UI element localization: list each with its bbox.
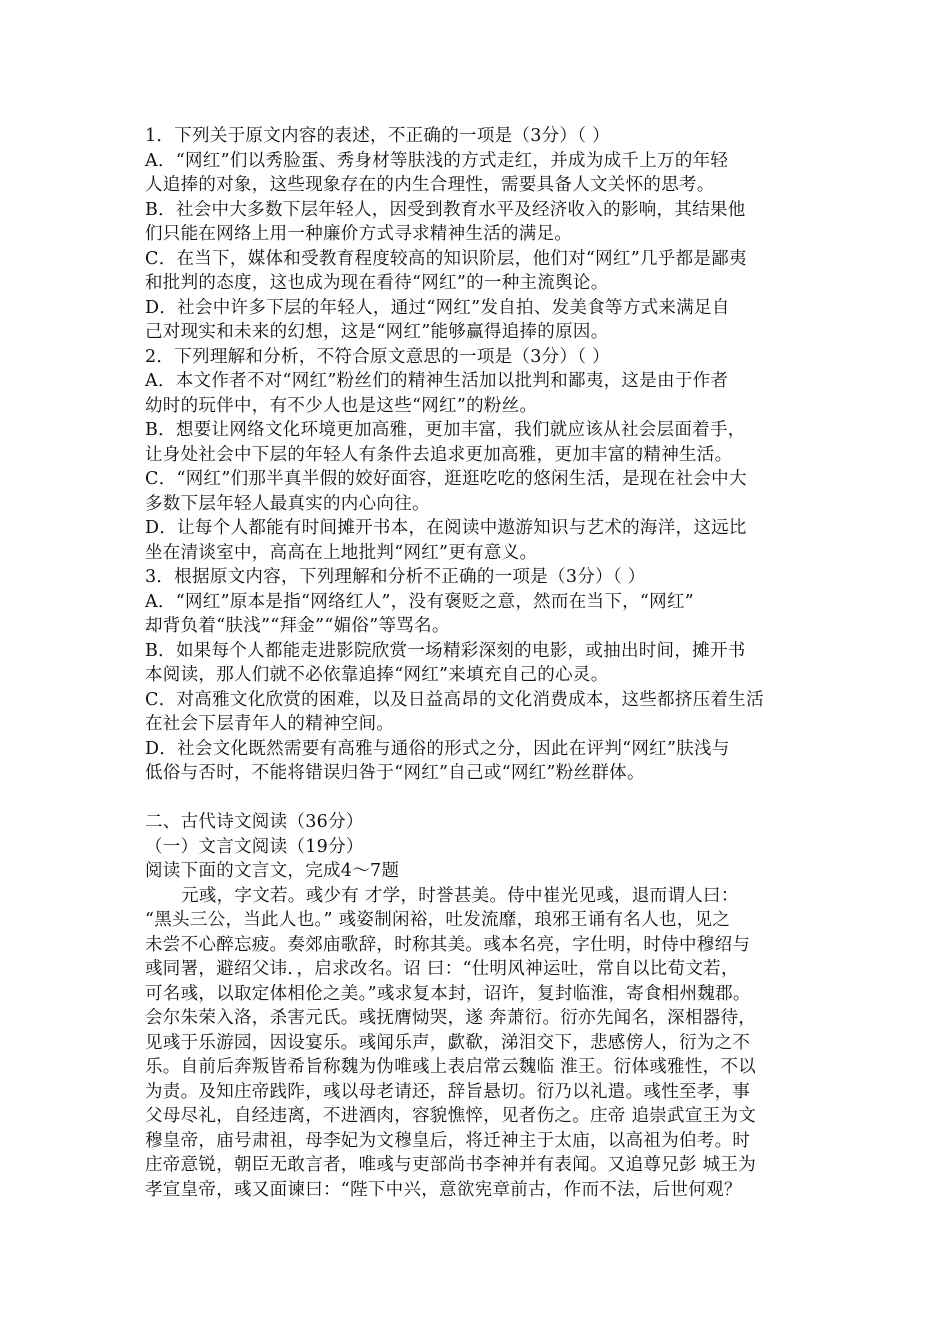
question-1-stem: 1．下列关于原文内容的表述，不正确的一项是（3分）（ ） (145, 126, 610, 146)
section-instruction: 阅读下面的文言文，完成4～7题 (145, 861, 400, 881)
question-1-option-c-cont: 和批判的态度，这也成为现在看待“网红”的一种主流舆论。 (145, 273, 609, 293)
question-2-option-b-cont: 让身处社会中下层的年轻人有条件去追求更加高雅，更加丰富的精神生活。 (145, 444, 733, 465)
question-1-option-c: C．在当下，媒体和受教育程度较高的知识阶层，他们对“网红”几乎都是鄙夷 (145, 248, 747, 269)
passage-line: 未尝不心醉忘疲。奏郊庙歌辞，时称其美。彧本名亮，字仕明，时侍中穆绍与 (145, 934, 751, 955)
question-1-option-d-cont: 己对现实和未来的幻想，这是“网红”能够赢得追捧的原因。 (145, 322, 609, 342)
question-3-option-c: C．对高雅文化欣赏的困难，以及日益高昂的文化消费成本，这些都挤压着生活 (145, 689, 764, 710)
question-1-option-d: D．社会中许多下层的年轻人，通过“网红”发自拍、发美食等方式来满足自 (145, 297, 730, 318)
passage-line: 孝宣皇帝，彧又面谏曰：“陛下中兴，意欲宪章前古，作而不法，后世何观？ (145, 1179, 742, 1200)
passage-line: “黑头三公，当此人也。” 彧姿制闲裕，吐发流靡，琅邪王诵有名人也，见之 (145, 910, 731, 930)
passage-line: 元彧，字文若。彧少有 才学，时誉甚美。侍中崔光见彧，退而谓人曰： (181, 885, 739, 906)
question-2-option-a: A．本文作者不对“网红”粉丝们的精神生活加以批判和鄙夷，这是由于作者 (145, 371, 729, 391)
passage-line: 可名彧，以取定体相伦之美。”彧求复本封，诏许，复封临淮，寄食相州魏郡。 (145, 983, 751, 1004)
passage-line: 父母尽礼，自经违离，不进酒肉，容貌憔悴，见者伤之。庄帝 追崇武宣王为文 (145, 1106, 757, 1126)
question-2-option-d: D．让每个人都能有时间摊开书本，在阅读中遨游知识与艺术的海洋，这远比 (145, 518, 747, 538)
question-1-option-a: A．“网红”们以秀脸蛋、秀身材等肤浅的方式走红，并成为成千上万的年轻 (145, 150, 729, 171)
question-3-option-d: D．社会文化既然需要有高雅与通俗的形式之分，因此在评判“网红”肤浅与 (145, 738, 730, 759)
passage-line: 穆皇帝，庙号肃祖，母李妃为文穆皇后，将迁神主于太庙，以高祖为伯考。时 (145, 1130, 751, 1151)
question-2-option-c-cont: 多数下层年轻人最真实的内心向往。 (145, 493, 430, 514)
passage-line: 为责。及知庄帝践阼，彧以母老请还，辞旨悬切。衍乃以礼遣。彧性至孝，事 (145, 1081, 751, 1102)
question-3-option-a-cont: 却背负着“肤浅”“拜金”“媚俗”等骂名。 (145, 616, 450, 636)
document-page (145, 124, 835, 1202)
question-3-option-d-cont: 低俗与否时，不能将错误归咎于“网红”自己或“网红”粉丝群体。 (145, 763, 645, 783)
question-3-option-a: A．“网红”原本是指“网络红人”，没有褒贬之意，然而在当下，“网红” (145, 591, 695, 612)
questions-block (145, 124, 835, 786)
question-1-option-b-cont: 们只能在网络上用一种廉价方式寻求精神生活的满足。 (145, 224, 573, 244)
passage-line: 会尔朱荣入洛，杀害元氏。彧抚膺恸哭，遂 奔萧衍。衍亦先闻名，深相器待， (145, 1008, 757, 1028)
passage-line: 庄帝意锐，朝臣无敢言者，唯彧与吏部尚书李神并有表闻。又追尊兄彭 城王为 (145, 1155, 757, 1175)
question-3-option-c-cont: 在社会下层青年人的精神空间。 (145, 714, 395, 734)
passage-line: 乐。自前后奔叛皆希旨称魏为伪唯彧上表启常云魏临 淮王。衍体彧雅性，不以 (145, 1057, 757, 1077)
question-1-option-b: B．社会中大多数下层年轻人，因受到教育水平及经济收入的影响，其结果他 (145, 199, 746, 220)
question-2-stem: 2．下列理解和分析，不符合原文意思的一项是（3分）（ ） (145, 346, 610, 367)
question-3-stem: 3．根据原文内容，下列理解和分析不正确的一项是（3分）（ ） (145, 567, 646, 587)
question-2-option-a-cont: 幼时的玩伴中，有不少人也是这些“网红”的粉丝。 (145, 395, 538, 416)
question-3-option-b: B．如果每个人都能走进影院欣赏一场精彩深刻的电影，或抽出时间，摊开书 (145, 640, 746, 661)
classical-passage (145, 884, 835, 1203)
question-1-option-a-cont: 人追捧的对象，这些现象存在的内生合理性，需要具备人文关怀的思考。 (145, 175, 715, 195)
section-heading: 二、古代诗文阅读（36分） (145, 812, 364, 832)
question-2-option-c: C．“网红”们那半真半假的姣好面容，逛逛吃吃的悠闲生活，是现在社会中大 (145, 469, 747, 489)
passage-line: 彧同署，避绍父讳．，启求改名。诏 曰：“仕明风神运吐，常自以比荀文若， (145, 959, 739, 979)
blank-line (145, 786, 835, 811)
question-2-option-b: B．想要让网络文化环境更加高雅，更加丰富，我们就应该从社会层面着手， (145, 420, 746, 440)
passage-line: 见彧于乐游园，因设宴乐。彧闻乐声，歔欷，涕泪交下，悲感傍人，衍为之不 (145, 1032, 751, 1053)
question-3-option-b-cont: 本阅读，那人们就不必依靠追捧“网红”来填充自己的心灵。 (145, 665, 609, 685)
question-2-option-d-cont: 坐在清谈室中，高高在上地批判“网红”更有意义。 (145, 542, 538, 563)
section-subheading: （一）文言文阅读（19分） (145, 836, 364, 857)
